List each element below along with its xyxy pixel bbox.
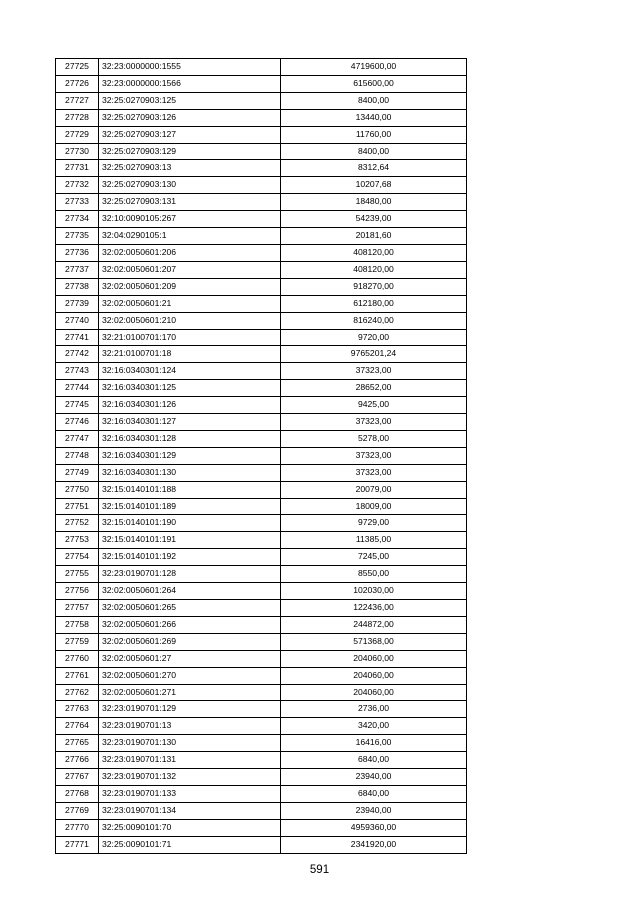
table-row [56, 92, 467, 109]
table-row [56, 244, 467, 261]
value-cell: 102030,00 [281, 583, 467, 600]
row-number-cell: 27768 [56, 785, 99, 802]
row-number-cell: 27771 [56, 836, 99, 853]
cadastral-number-cell: 32:25:0090101:70 [99, 819, 281, 836]
table-row [56, 633, 467, 650]
value-cell: 408120,00 [281, 244, 467, 261]
cadastral-number-cell: 32:02:0050601:209 [99, 278, 281, 295]
value-cell: 23940,00 [281, 769, 467, 786]
cadastral-number-cell: 32:15:0140101:188 [99, 481, 281, 498]
cadastral-number-cell: 32:02:0050601:264 [99, 583, 281, 600]
value-cell: 9720,00 [281, 329, 467, 346]
table-row [56, 836, 467, 853]
table-row [56, 566, 467, 583]
cadastral-number-cell: 32:02:0050601:265 [99, 600, 281, 617]
value-cell: 244872,00 [281, 616, 467, 633]
table-row [56, 481, 467, 498]
table-row [56, 261, 467, 278]
value-cell: 408120,00 [281, 261, 467, 278]
row-number-cell: 27738 [56, 278, 99, 295]
value-cell: 4959360,00 [281, 819, 467, 836]
value-cell: 37323,00 [281, 447, 467, 464]
table-row [56, 600, 467, 617]
table-row [56, 295, 467, 312]
row-number-cell: 27750 [56, 481, 99, 498]
row-number-cell: 27742 [56, 346, 99, 363]
table-row [56, 346, 467, 363]
value-cell: 918270,00 [281, 278, 467, 295]
table-row [56, 684, 467, 701]
table-row [56, 414, 467, 431]
table-row [56, 819, 467, 836]
row-number-cell: 27736 [56, 244, 99, 261]
cadastral-number-cell: 32:16:0340301:125 [99, 380, 281, 397]
row-number-cell: 27747 [56, 430, 99, 447]
row-number-cell: 27764 [56, 718, 99, 735]
table-row [56, 194, 467, 211]
value-cell: 8400,00 [281, 143, 467, 160]
table-row [56, 380, 467, 397]
cadastral-number-cell: 32:23:0190701:128 [99, 566, 281, 583]
table-row [56, 126, 467, 143]
table-row [56, 177, 467, 194]
row-number-cell: 27730 [56, 143, 99, 160]
row-number-cell: 27770 [56, 819, 99, 836]
row-number-cell: 27758 [56, 616, 99, 633]
value-cell: 18480,00 [281, 194, 467, 211]
cadastral-number-cell: 32:16:0340301:126 [99, 397, 281, 414]
row-number-cell: 27735 [56, 228, 99, 245]
row-number-cell: 27755 [56, 566, 99, 583]
cadastral-number-cell: 32:25:0270903:13 [99, 160, 281, 177]
value-cell: 612180,00 [281, 295, 467, 312]
value-cell: 9425,00 [281, 397, 467, 414]
table-row [56, 802, 467, 819]
row-number-cell: 27761 [56, 667, 99, 684]
cadastral-number-cell: 32:23:0000000:1555 [99, 59, 281, 76]
value-cell: 18009,00 [281, 498, 467, 515]
cadastral-number-cell: 32:25:0090101:71 [99, 836, 281, 853]
value-cell: 4719600,00 [281, 59, 467, 76]
table-row [56, 616, 467, 633]
cadastral-number-cell: 32:15:0140101:191 [99, 532, 281, 549]
cadastral-number-cell: 32:23:0000000:1566 [99, 75, 281, 92]
table-row [56, 718, 467, 735]
row-number-cell: 27767 [56, 769, 99, 786]
table-row [56, 701, 467, 718]
cadastral-number-cell: 32:25:0270903:127 [99, 126, 281, 143]
cadastral-number-cell: 32:02:0050601:206 [99, 244, 281, 261]
value-cell: 615600,00 [281, 75, 467, 92]
value-cell: 37323,00 [281, 363, 467, 380]
value-cell: 5278,00 [281, 430, 467, 447]
table-row [56, 769, 467, 786]
row-number-cell: 27728 [56, 109, 99, 126]
page-number: 591 [309, 864, 330, 876]
table-row [56, 583, 467, 600]
row-number-cell: 27725 [56, 59, 99, 76]
cadastral-number-cell: 32:04:0290105:1 [99, 228, 281, 245]
row-number-cell: 27734 [56, 211, 99, 228]
row-number-cell: 27737 [56, 261, 99, 278]
row-number-cell: 27727 [56, 92, 99, 109]
row-number-cell: 27753 [56, 532, 99, 549]
value-cell: 20079,00 [281, 481, 467, 498]
cadastral-number-cell: 32:23:0190701:130 [99, 735, 281, 752]
row-number-cell: 27741 [56, 329, 99, 346]
value-cell: 6840,00 [281, 785, 467, 802]
value-cell: 204060,00 [281, 667, 467, 684]
value-cell: 16416,00 [281, 735, 467, 752]
table-row [56, 447, 467, 464]
value-cell: 204060,00 [281, 650, 467, 667]
cadastral-number-cell: 32:02:0050601:210 [99, 312, 281, 329]
cadastral-number-cell: 32:02:0050601:27 [99, 650, 281, 667]
cadastral-number-cell: 32:23:0190701:134 [99, 802, 281, 819]
cadastral-number-cell: 32:25:0270903:129 [99, 143, 281, 160]
cadastral-number-cell: 32:23:0190701:131 [99, 752, 281, 769]
row-number-cell: 27729 [56, 126, 99, 143]
row-number-cell: 27752 [56, 515, 99, 532]
row-number-cell: 27765 [56, 735, 99, 752]
cadastral-number-cell: 32:23:0190701:132 [99, 769, 281, 786]
cadastral-number-cell: 32:16:0340301:129 [99, 447, 281, 464]
cadastral-number-cell: 32:15:0140101:190 [99, 515, 281, 532]
row-number-cell: 27751 [56, 498, 99, 515]
table-row [56, 464, 467, 481]
cadastral-number-cell: 32:23:0190701:13 [99, 718, 281, 735]
cadastral-number-cell: 32:02:0050601:207 [99, 261, 281, 278]
value-cell: 11760,00 [281, 126, 467, 143]
value-cell: 8550,00 [281, 566, 467, 583]
cadastral-number-cell: 32:25:0270903:131 [99, 194, 281, 211]
value-cell: 10207,68 [281, 177, 467, 194]
value-cell: 2736,00 [281, 701, 467, 718]
table-row [56, 397, 467, 414]
table-row [56, 430, 467, 447]
cadastral-number-cell: 32:02:0050601:269 [99, 633, 281, 650]
value-cell: 20181,60 [281, 228, 467, 245]
value-cell: 13440,00 [281, 109, 467, 126]
cadastral-number-cell: 32:02:0050601:266 [99, 616, 281, 633]
row-number-cell: 27733 [56, 194, 99, 211]
value-cell: 8400,00 [281, 92, 467, 109]
table-row [56, 211, 467, 228]
cadastral-number-cell: 32:16:0340301:130 [99, 464, 281, 481]
table-row [56, 59, 467, 76]
cadastral-number-cell: 32:02:0050601:21 [99, 295, 281, 312]
cadastral-number-cell: 32:23:0190701:129 [99, 701, 281, 718]
table-row [56, 752, 467, 769]
value-cell: 28652,00 [281, 380, 467, 397]
table-row [56, 228, 467, 245]
row-number-cell: 27756 [56, 583, 99, 600]
table-row [56, 75, 467, 92]
cadastral-number-cell: 32:16:0340301:128 [99, 430, 281, 447]
row-number-cell: 27769 [56, 802, 99, 819]
table-row [56, 735, 467, 752]
row-number-cell: 27763 [56, 701, 99, 718]
value-cell: 2341920,00 [281, 836, 467, 853]
table-row [56, 160, 467, 177]
cadastral-number-cell: 32:10:0090105:267 [99, 211, 281, 228]
table-row [56, 667, 467, 684]
table-row [56, 312, 467, 329]
value-cell: 7245,00 [281, 549, 467, 566]
cadastral-number-cell: 32:21:0100701:170 [99, 329, 281, 346]
row-number-cell: 27726 [56, 75, 99, 92]
row-number-cell: 27748 [56, 447, 99, 464]
cadastral-number-cell: 32:21:0100701:18 [99, 346, 281, 363]
cadastral-value-table [55, 58, 467, 854]
row-number-cell: 27743 [56, 363, 99, 380]
table-row [56, 515, 467, 532]
value-cell: 204060,00 [281, 684, 467, 701]
row-number-cell: 27739 [56, 295, 99, 312]
row-number-cell: 27731 [56, 160, 99, 177]
cadastral-number-cell: 32:23:0190701:133 [99, 785, 281, 802]
table-row [56, 143, 467, 160]
cadastral-number-cell: 32:15:0140101:192 [99, 549, 281, 566]
value-cell: 8312,64 [281, 160, 467, 177]
table-row [56, 363, 467, 380]
row-number-cell: 27745 [56, 397, 99, 414]
row-number-cell: 27760 [56, 650, 99, 667]
cadastral-number-cell: 32:25:0270903:125 [99, 92, 281, 109]
row-number-cell: 27766 [56, 752, 99, 769]
table-row [56, 109, 467, 126]
table-body [56, 59, 467, 854]
table-row [56, 650, 467, 667]
value-cell: 37323,00 [281, 464, 467, 481]
row-number-cell: 27732 [56, 177, 99, 194]
value-cell: 3420,00 [281, 718, 467, 735]
row-number-cell: 27759 [56, 633, 99, 650]
table-row [56, 329, 467, 346]
value-cell: 9729,00 [281, 515, 467, 532]
value-cell: 122436,00 [281, 600, 467, 617]
table-row [56, 498, 467, 515]
row-number-cell: 27740 [56, 312, 99, 329]
value-cell: 23940,00 [281, 802, 467, 819]
cadastral-number-cell: 32:16:0340301:124 [99, 363, 281, 380]
value-cell: 816240,00 [281, 312, 467, 329]
value-cell: 571368,00 [281, 633, 467, 650]
value-cell: 54239,00 [281, 211, 467, 228]
cadastral-number-cell: 32:02:0050601:270 [99, 667, 281, 684]
value-cell: 6840,00 [281, 752, 467, 769]
cadastral-number-cell: 32:16:0340301:127 [99, 414, 281, 431]
value-cell: 37323,00 [281, 414, 467, 431]
row-number-cell: 27757 [56, 600, 99, 617]
row-number-cell: 27746 [56, 414, 99, 431]
cadastral-number-cell: 32:15:0140101:189 [99, 498, 281, 515]
cadastral-number-cell: 32:25:0270903:130 [99, 177, 281, 194]
row-number-cell: 27762 [56, 684, 99, 701]
cadastral-number-cell: 32:25:0270903:126 [99, 109, 281, 126]
row-number-cell: 27754 [56, 549, 99, 566]
value-cell: 11385,00 [281, 532, 467, 549]
table-row [56, 532, 467, 549]
table-row [56, 549, 467, 566]
row-number-cell: 27744 [56, 380, 99, 397]
table-row [56, 785, 467, 802]
value-cell: 9765201,24 [281, 346, 467, 363]
row-number-cell: 27749 [56, 464, 99, 481]
cadastral-number-cell: 32:02:0050601:271 [99, 684, 281, 701]
table-row [56, 278, 467, 295]
